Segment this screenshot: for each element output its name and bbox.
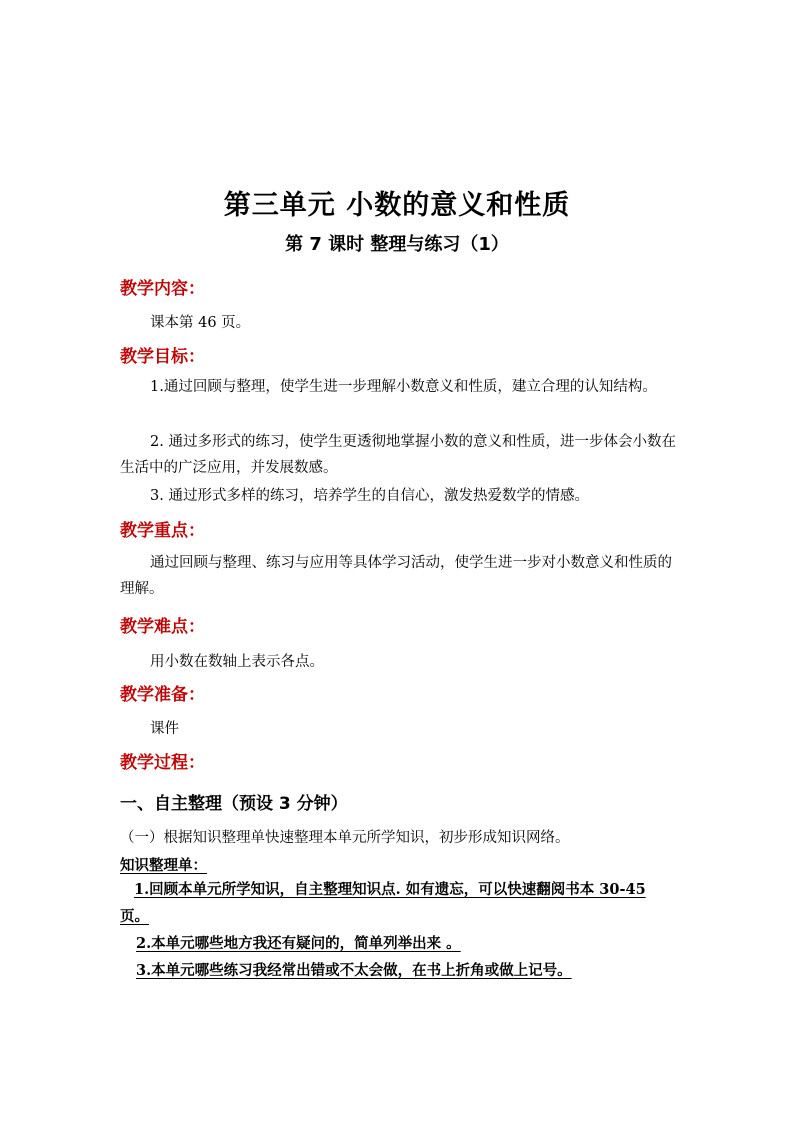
- heading-teaching-content: 教学内容：: [120, 279, 205, 299]
- teaching-content-text: 课本第 46 页。: [150, 315, 251, 331]
- sheet-item-1-text: 1.回顾本单元所学知识，自主整理知识点. 如有遗忘，可以快速翻阅书本 30-45 页。: [120, 881, 646, 925]
- sheet-item-2: [120, 930, 676, 957]
- sheet-item-2-text: 2.本单元哪些地方我还有疑问的，简单列举出来 。: [136, 935, 461, 952]
- preparation-text: 课件: [150, 721, 179, 737]
- sheet-item-3: [120, 957, 676, 984]
- heading-preparation: 教学准备：: [120, 685, 205, 705]
- key-points-text: 通过回顾与整理、练习与应用等具体学习活动，使学生进一步对小数意义和性质的理解。: [120, 555, 672, 597]
- knowledge-sheet-label: 知识整理单：: [120, 857, 207, 874]
- heading-difficulties: 教学难点：: [120, 617, 205, 637]
- lesson-subtitle: 第 7 课时 整理与练习（1）: [285, 234, 509, 255]
- heading-teaching-goals: 教学目标：: [120, 347, 205, 367]
- part1-title: 一、自主整理（预设 3 分钟）: [120, 794, 348, 814]
- heading-process: 教学过程：: [120, 753, 205, 773]
- part1-intro: （一）根据知识整理单快速整理本单元所学知识，初步形成知识网络。: [120, 830, 570, 846]
- document-title: 第三单元 小数的意义和性质: [223, 190, 571, 221]
- sheet-item-1: [120, 876, 676, 930]
- heading-key-points: 教学重点：: [120, 521, 205, 541]
- sheet-item-3-text: 3.本单元哪些练习我经常出错或不太会做，在书上折角或做上记号。: [136, 962, 572, 979]
- goal-item-1: 1.通过回顾与整理，使学生进一步理解小数意义和性质，建立合理的认知结构。: [150, 379, 657, 395]
- goal-item-3: 3. 通过形式多样的练习，培养学生的自信心，激发热爱数学的情感。: [150, 488, 589, 504]
- goal-item-2: 2. 通过多形式的练习，使学生更透彻地掌握小数的意义和性质，进一步体会小数在生活中的广泛应用，并发展数感。: [120, 434, 676, 476]
- difficulties-text: 用小数在数轴上表示各点。: [150, 654, 324, 670]
